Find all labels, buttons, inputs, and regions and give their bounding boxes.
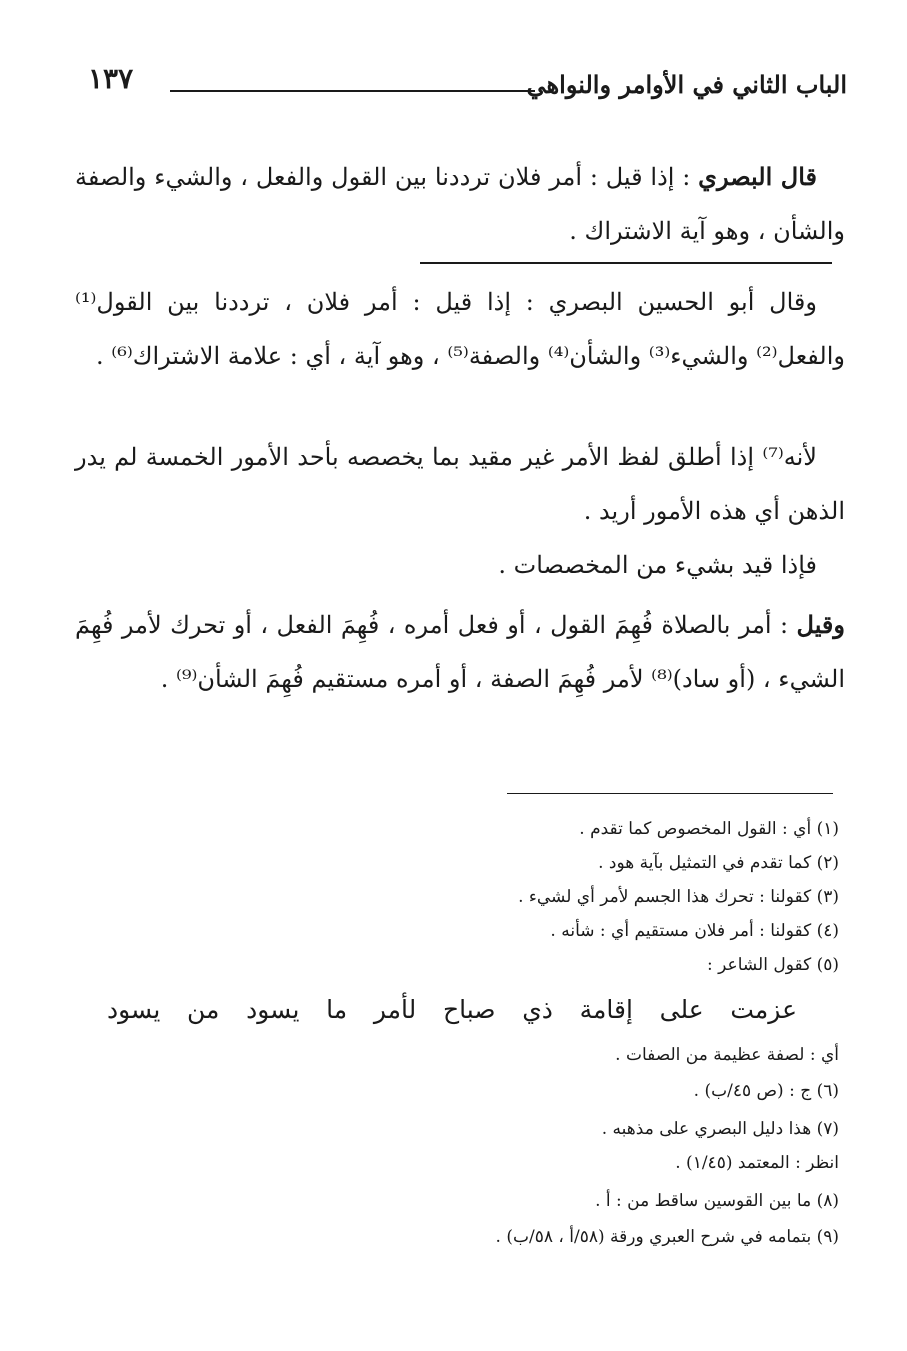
paragraph-lead: وقيل bbox=[796, 610, 845, 639]
paragraph-text: : إذا قيل : أمر فلان ترددنا بين القول والفعل ، والشيء والصفة والشأن ، وهو آية الاشتراك . bbox=[75, 163, 845, 245]
poetry-verse: عزمت على إقامة ذي صباح لأمر ما يسود من يسود bbox=[107, 995, 797, 1024]
footnote-1: (١) أي : القول المخصوص كما تقدم . bbox=[579, 819, 839, 839]
footnote-4: (٤) كقولنا : أمر فلان مستقيم أي : شأنه . bbox=[550, 921, 839, 941]
paragraph-reason: لأنه⁽⁷⁾ إذا أطلق لفظ الأمر غير مقيد بما يخصصه بأحد الأمور الخمسة لم يدر الذهن أي هذه الأمور أريد . bbox=[75, 443, 845, 525]
paragraph-text: : أمر بالصلاة فُهِمَ القول ، أو فعل أمره ، فُهِمَ الفعل ، أو تحرك لأمر فُهِمَ الشيء ، (أو ساد)⁽⁸⁾ لأمر فُهِمَ الصفة ، أو أمره مستقيم فُهِمَ الشأن⁽⁹⁾ . bbox=[75, 611, 845, 693]
footnote-rule bbox=[507, 793, 833, 794]
header-rule bbox=[170, 90, 535, 92]
paragraph-basri bbox=[75, 150, 845, 258]
chapter-header-title: الباب الثاني في الأوامر والنواهي bbox=[526, 70, 847, 99]
footnote-7-reference: انظر : المعتمد (١/٤٥) . bbox=[675, 1153, 839, 1173]
footnote-5: (٥) كقول الشاعر : bbox=[707, 955, 839, 975]
paragraph-qila bbox=[75, 598, 845, 706]
section-separator bbox=[420, 262, 832, 264]
footnote-2: (٢) كما تقدم في التمثيل بآية هود . bbox=[598, 853, 839, 873]
paragraph-lead: قال البصري bbox=[698, 162, 817, 191]
footnote-7: (٧) هذا دليل البصري على مذهبه . bbox=[601, 1119, 839, 1139]
footnote-6: (٦) ج : (ص ٤٥/ب) . bbox=[693, 1081, 839, 1101]
paragraph-specified: فإذا قيد بشيء من المخصصات . bbox=[498, 551, 817, 579]
footnote-9: (٩) بتمامه في شرح العبري ورقة (٥٨/أ ، ٥٨/ب) . bbox=[495, 1227, 839, 1247]
paragraph-abu-husain: وقال أبو الحسين البصري : إذا قيل : أمر فلان ، ترددنا بين القول⁽¹⁾ والفعل⁽²⁾ والشيء⁽³⁾ والشأن⁽⁴⁾ والصفة⁽⁵⁾ ، وهو آية ، أي : علامة الاشتراك⁽⁶⁾ . bbox=[75, 288, 845, 370]
footnote-8: (٨) ما بين القوسين ساقط من : أ . bbox=[595, 1191, 839, 1211]
footnote-3: (٣) كقولنا : تحرك هذا الجسم لأمر أي لشيء . bbox=[518, 887, 839, 907]
footnote-5-explanation: أي : لصفة عظيمة من الصفات . bbox=[615, 1045, 839, 1065]
page-number: ١٣٧ bbox=[88, 62, 134, 95]
